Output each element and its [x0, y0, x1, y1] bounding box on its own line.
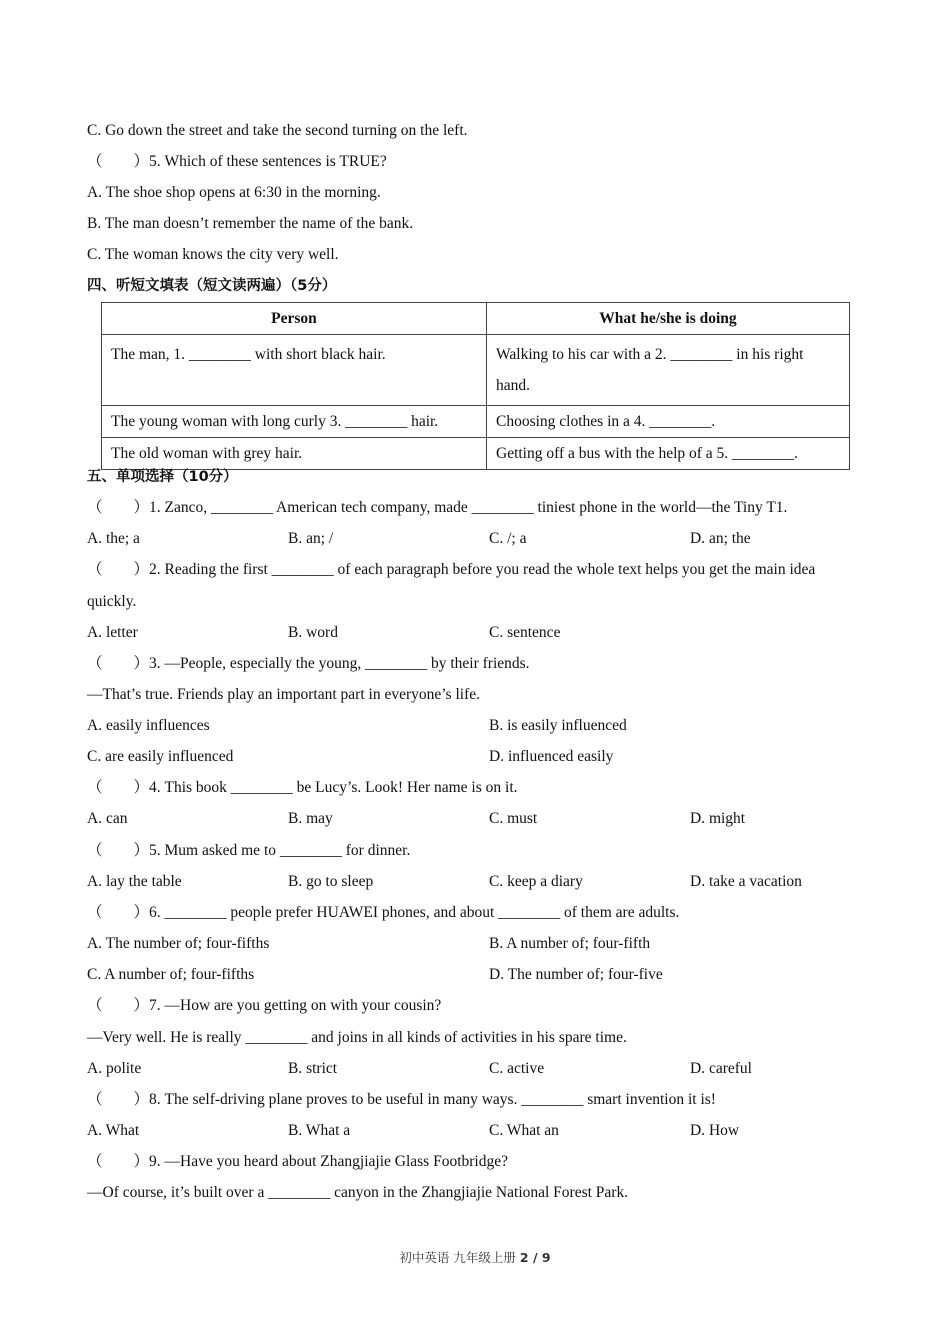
option: C. What an: [489, 1122, 559, 1139]
option: A. the; a: [87, 530, 140, 547]
question-4-options: [87, 809, 887, 829]
option: C. /; a: [489, 530, 527, 547]
question-6-options-row2: [87, 965, 887, 985]
question-7-stem: （ ）7. —How are you getting on with your cousin?: [87, 997, 442, 1014]
option: B. is easily influenced: [489, 717, 627, 734]
section4-heading: 四、听短文填表（短文读两遍）（5分）: [87, 278, 337, 294]
question-3-stem: （ ）3. —People, especially the young, ________ by their friends.: [87, 655, 530, 672]
question-3-stem-cont: —That’s true. Friends play an important part in everyone’s life.: [87, 686, 480, 703]
fill-in-table: [101, 302, 850, 470]
footer-subject: 初中英语 九年级上册: [399, 1250, 516, 1265]
option: C. keep a diary: [489, 873, 583, 890]
option: C. must: [489, 810, 538, 827]
table-header-person: Person: [102, 303, 487, 335]
option: A. What: [87, 1122, 140, 1139]
page-footer: [0, 1248, 950, 1266]
option: B. A number of; four-fifth: [489, 935, 651, 952]
option: A. easily influences: [87, 717, 210, 734]
q5-option-b: B. The man doesn’t remember the name of the bank.: [87, 215, 414, 232]
question-2-options: [87, 623, 887, 643]
option: A. can: [87, 810, 128, 827]
option: C. active: [489, 1060, 545, 1077]
question-5-stem: （ ）5. Mum asked me to ________ for dinner.: [87, 842, 411, 859]
question-8-options: [87, 1121, 887, 1141]
q4-option-c: C. Go down the street and take the second turning on the left.: [87, 122, 468, 139]
question-2-stem-cont: quickly.: [87, 593, 137, 610]
question-9-stem: （ ）9. —Have you heard about Zhangjiajie Glass Footbridge?: [87, 1153, 508, 1170]
option: C. A number of; four-fifths: [87, 966, 255, 983]
section5-heading: 五、单项选择（10分）: [87, 469, 238, 485]
q5-option-c: C. The woman knows the city very well.: [87, 246, 339, 263]
table-cell: The young woman with long curly 3. ________ hair.: [102, 406, 487, 438]
question-7-stem-cont: —Very well. He is really ________ and joins in all kinds of activities in his spare time.: [87, 1029, 627, 1046]
question-9-stem-cont: —Of course, it’s built over a ________ canyon in the Zhangjiajie National Forest Park.: [87, 1184, 629, 1201]
option: D. take a vacation: [690, 873, 802, 890]
option: D. an; the: [690, 530, 751, 547]
option: A. lay the table: [87, 873, 182, 890]
question-4-stem: （ ）4. This book ________ be Lucy’s. Look! Her name is on it.: [87, 779, 518, 796]
question-6-stem: （ ）6. ________ people prefer HUAWEI phones, and about ________ of them are adults.: [87, 904, 680, 921]
option: A. polite: [87, 1060, 142, 1077]
option: A. The number of; four-fifths: [87, 935, 270, 952]
table-cell: Getting off a bus with the help of a 5. ________.: [487, 438, 850, 470]
question-7-options: [87, 1059, 887, 1079]
option: D. careful: [690, 1060, 752, 1077]
question-5-options: [87, 872, 887, 892]
footer-page-number: 2 / 9: [519, 1250, 551, 1265]
q5-option-a: A. The shoe shop opens at 6:30 in the morning.: [87, 184, 381, 201]
question-1-stem: （ ）1. Zanco, ________ American tech company, made ________ tiniest phone in the world—the Tiny T1.: [87, 499, 788, 516]
question-6-options-row1: [87, 934, 887, 954]
table-cell: Walking to his car with a 2. ________ in his right hand.: [487, 335, 850, 406]
question-2-stem: （ ）2. Reading the first ________ of each paragraph before you read the whole text helps you get the main idea: [87, 561, 816, 578]
q5-stem: （ ）5. Which of these sentences is TRUE?: [87, 153, 387, 170]
question-3-options-row1: [87, 716, 887, 736]
table-cell: The man, 1. ________ with short black hair.: [102, 335, 487, 406]
option: B. strict: [288, 1060, 338, 1077]
option: B. word: [288, 624, 338, 641]
option: C. sentence: [489, 624, 561, 641]
option: D. influenced easily: [489, 748, 614, 765]
question-1-options: [87, 529, 887, 549]
option: D. might: [690, 810, 746, 827]
option: A. letter: [87, 624, 138, 641]
table-cell: The old woman with grey hair.: [102, 438, 487, 470]
table-header-activity: What he/she is doing: [487, 303, 850, 335]
table-cell: Choosing clothes in a 4. ________.: [487, 406, 850, 438]
option: B. go to sleep: [288, 873, 374, 890]
question-8-stem: （ ）8. The self-driving plane proves to be useful in many ways. ________ smart invention it is!: [87, 1091, 716, 1108]
option: B. may: [288, 810, 333, 827]
option: C. are easily influenced: [87, 748, 234, 765]
option: D. How: [690, 1122, 740, 1139]
question-3-options-row2: [87, 747, 887, 767]
option: B. What a: [288, 1122, 351, 1139]
option: D. The number of; four-five: [489, 966, 663, 983]
option: B. an; /: [288, 530, 334, 547]
